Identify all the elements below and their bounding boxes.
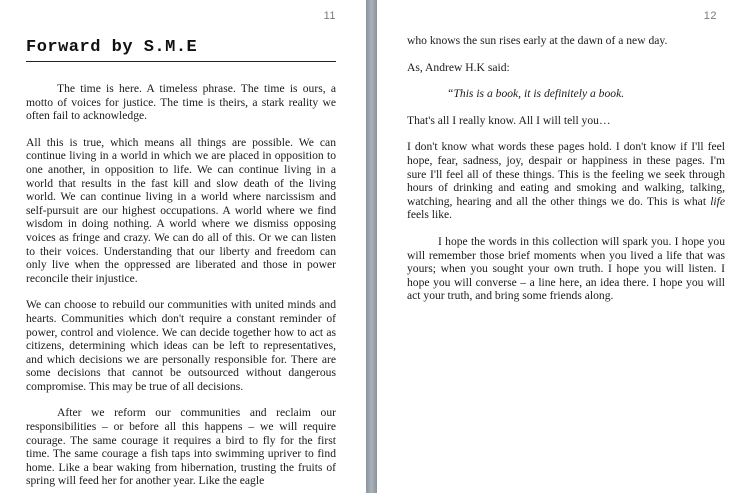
- left-paragraph-2: All this is true, which means all things are possible. We can continue living in a world in which we are placed in opposition to one another, in opposition to life. We can continue living in a world that results in the fast kill and slow death of the living world. We can continue living in a world where narcissism and self-pursuit are our highest occupations. A world where we find wisdom in doing nothing. A world where we dismiss opposing voices as fringe and crazy. We can do all of this. Or we can listen to their voices. Understanding that our liberty and freedom can only live when the oppressed are liberated and those in power reconcile their injustice.: [26, 135, 336, 285]
- right-paragraph-2: I hope the words in this collection will spark you. I hope you will remember those brief moments when you lived a life that was yours; when you sought your own truth. I hope you will listen. I hope you will converse – a line here, an idea there. I hope you will act your truth, and bring some friends along.: [407, 234, 725, 303]
- life-emphasis: life: [710, 194, 725, 208]
- right-paragraph-1-start: I don't know what words these pages hold. I don't know if I'll feel hope, fear, sadness, joy, despair or happiness in these pages. I'm sure I'll feel all of these things. This is the feeling we seek through hours of drinking and eating and smoking and walking, talking, watching, hearing and all the other things we do. This is what: [407, 140, 725, 208]
- book-gutter: [366, 0, 377, 493]
- left-paragraph-1: The time is here. A timeless phrase. The time is ours, a motto of voices for justice. The time is theirs, a stark reality we often fail to acknowledge.: [26, 82, 336, 123]
- page-number-right: 12: [703, 10, 717, 22]
- right-continuation: who knows the sun rises early at the dawn of a new day.: [407, 34, 668, 47]
- chapter-heading: Forward by S.M.E: [26, 38, 336, 62]
- left-paragraph-3: We can choose to rebuild our communities with united minds and hearts. Communities which don't require a constant reminder of power, control and violence. We can decide together how to act as citizens, determining which ideas can be left to representatives, and which decisions we are personally responsible for. There are some decisions that cannot be outsourced without dangerous compromise. This may be true of all decisions.: [26, 298, 336, 393]
- quote-attribution: As, Andrew H.K said:: [407, 60, 510, 74]
- right-paragraph-1-end: feels like.: [407, 208, 453, 222]
- right-page: [377, 0, 739, 493]
- after-quote: That's all I really know. All I will tell you…: [407, 113, 611, 127]
- left-paragraph-4: After we reform our communities and reclaim our responsibilities – or before all this happens – we will require courage. The same courage it requires a bird to fly for the first time. The same courage a fish taps into swimming upriver to find home. Like a bear waking from hibernation, trusting the fruits of spring will feed her for another year. Like the eagle: [26, 406, 336, 488]
- left-page: [0, 0, 366, 493]
- page-number-left: 11: [323, 10, 336, 22]
- book-quote: “This is a book, it is definitely a book.: [447, 87, 625, 101]
- right-paragraph-1: [407, 140, 725, 222]
